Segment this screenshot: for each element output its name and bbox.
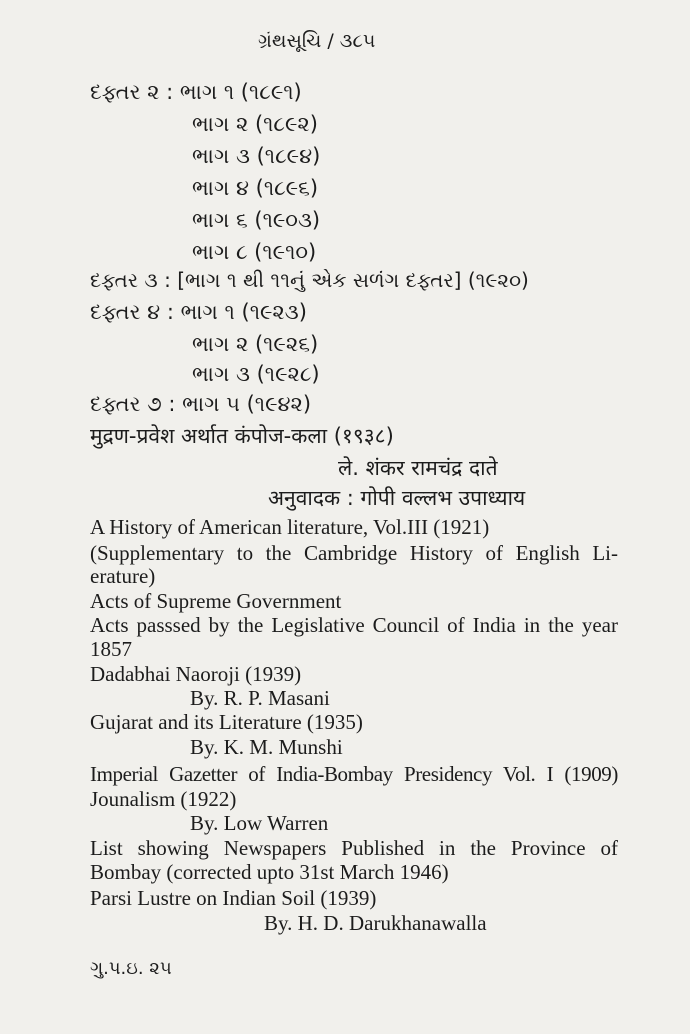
- daftar-line: દફ્તર ૭ : ભાગ ૫ (૧૯૪૨): [90, 392, 312, 416]
- bibliography-line: Imperial Gazetter of India-Bombay Presidency Vol. I (1909): [90, 762, 618, 786]
- daftar-line: ભાગ ૪ (૧૮૯૬): [192, 176, 319, 200]
- signature-mark: ગુ.પ.ઇ. ૨૫: [90, 958, 172, 979]
- bibliography-line: Acts of Supreme Government: [90, 589, 342, 613]
- bibliography-author: By. K. M. Munshi: [190, 735, 343, 759]
- bibliography-author: By. H. D. Darukhanawalla: [264, 911, 487, 935]
- hindi-book-translator: अनुवादक : गोपी वल्लभ उपाध्याय: [268, 486, 526, 510]
- bibliography-line: Bombay (corrected upto 31st March 1946): [90, 860, 449, 884]
- daftar-line: ભાગ ૮ (૧૯૧૦): [192, 240, 317, 264]
- bibliography-line: Dadabhai Naoroji (1939): [90, 662, 302, 686]
- daftar-line: ભાગ ૨ (૧૯૨૬): [192, 332, 319, 356]
- bibliography-line: Jounalism (1922): [90, 787, 237, 811]
- bibliography-line: Acts passsed by the Legislative Council of India in the year: [90, 613, 618, 637]
- bibliography-line: 1857: [90, 637, 132, 661]
- daftar-line: દફ્તર ૨ : ભાગ ૧ (૧૮૯૧): [90, 80, 302, 104]
- daftar-line: ભાગ ૩ (૧૯૨૮): [192, 362, 320, 386]
- daftar-line: ભાગ ૬ (૧૯૦૩): [192, 208, 321, 232]
- bibliography-line: (Supplementary to the Cambridge History of English Li-: [90, 541, 618, 565]
- bibliography-line: Gujarat and its Literature (1935): [90, 710, 363, 734]
- daftar-line: ભાગ ૨ (૧૮૯૨): [192, 112, 318, 136]
- bibliography-line: List showing Newspapers Published in the Province of: [90, 836, 618, 860]
- daftar-line: દફ્તર ૪ : ભાગ ૧ (૧૯૨૩): [90, 300, 307, 324]
- running-head: ગ્રંથસૂચિ / ૩૮૫: [258, 30, 376, 52]
- hindi-book-title: मुद्रण-प्रवेश अर्थात कंपोज-कला (१९३८): [90, 424, 394, 448]
- bibliography-author: By. R. P. Masani: [190, 686, 330, 710]
- daftar-line: દફ્તર ૩ : [ભાગ ૧ થી ૧૧નું એક સળંગ દફ્તર] (૧૯૨૦): [90, 268, 529, 292]
- bibliography-author: By. Low Warren: [190, 811, 329, 835]
- bibliography-line: A History of American literature, Vol.III (1921): [90, 515, 490, 539]
- hindi-book-author: ले. शंकर रामचंद्र दाते: [338, 456, 498, 480]
- bibliography-line: Parsi Lustre on Indian Soil (1939): [90, 886, 377, 910]
- bibliography-line: erature): [90, 564, 156, 588]
- daftar-line: ભાગ ૩ (૧૮૯૪): [192, 144, 321, 168]
